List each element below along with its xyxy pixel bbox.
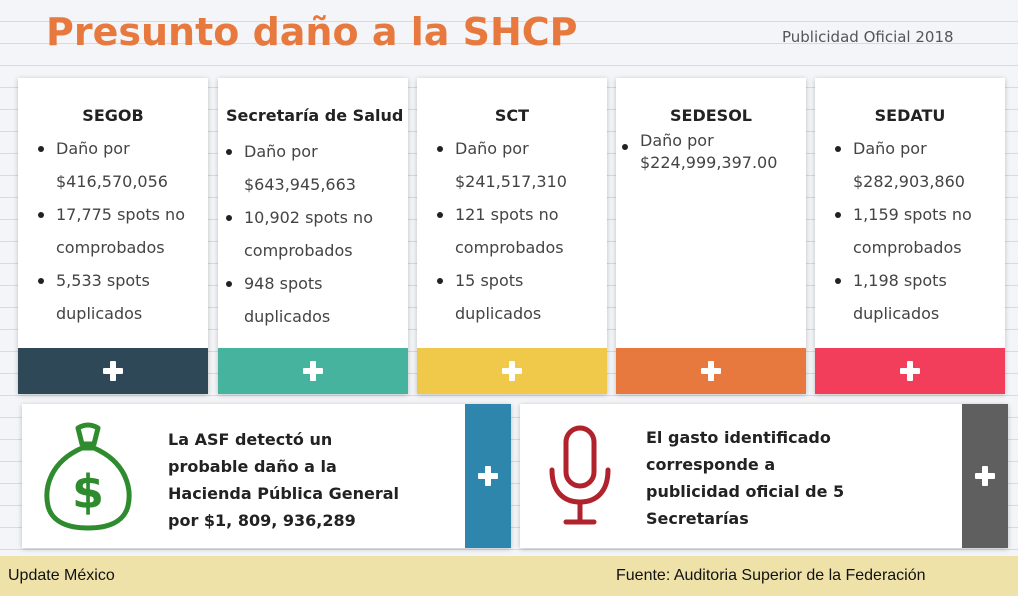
expand-button-sct[interactable] [417,348,607,394]
page-title: Presunto daño a la SHCP [46,10,578,54]
card-sedatu [815,78,1005,394]
plus-icon [900,361,920,381]
page-subtitle: Publicidad Oficial 2018 [782,28,954,46]
expand-button-asf[interactable] [465,404,511,548]
info-panel-asf [22,404,511,548]
list-item: 15 spots duplicados [437,264,601,330]
footer-bar [0,556,1018,596]
info-panel-gasto [520,404,1008,548]
expand-button-sedesol[interactable] [616,348,806,394]
card-list [437,132,601,330]
info-text-asf: La ASF detectó un probable daño a la Hacienda Pública General por $1, 809, 936,289 [168,430,400,530]
microphone-icon [540,422,620,532]
expand-button-gasto[interactable] [962,404,1008,548]
plus-icon [975,466,995,486]
expand-button-salud[interactable] [218,348,408,394]
list-item: Daño por $241,517,310 [437,132,601,198]
card-title: SCT [494,106,530,125]
expand-button-sedatu[interactable] [815,348,1005,394]
money-bag-icon [38,422,138,532]
list-item: 10,902 spots no comprobados [226,201,402,267]
plus-icon [502,361,522,381]
svg-text:$: $ [71,465,105,519]
expand-button-segob[interactable] [18,348,208,394]
list-item: Daño por $643,945,663 [226,135,402,201]
list-item: Daño por $416,570,056 [38,132,202,198]
card-title: SEGOB [82,106,144,125]
info-text-gasto: El gasto identificado corresponde a publicidad oficial de 5 Secretarías [646,428,845,528]
card-title: SEDESOL [670,106,752,125]
card-list [835,132,999,330]
plus-icon [303,361,323,381]
plus-icon [103,361,123,381]
list-item: 121 spots no comprobados [437,198,601,264]
card-list [622,130,800,174]
list-item: 1,198 spots duplicados [835,264,999,330]
list-item: 1,159 spots no comprobados [835,198,999,264]
card-list [38,132,202,330]
card-segob [18,78,208,394]
list-item: 948 spots duplicados [226,267,402,333]
card-sedesol [616,78,806,394]
list-item: 17,775 spots no comprobados [38,198,202,264]
card-sct [417,78,607,394]
card-salud [218,78,408,394]
card-title: SEDATU [874,106,946,125]
list-item: Daño por $224,999,397.00 [622,130,800,174]
plus-icon [701,361,721,381]
footer-brand: Update México [8,567,115,584]
list-item: Daño por $282,903,860 [835,132,999,198]
plus-icon [478,466,498,486]
footer-source: Fuente: Auditoria Superior de la Federación [616,567,926,584]
list-item: 5,533 spots duplicados [38,264,202,330]
card-title: Secretaría de Salud [226,106,404,125]
card-list [226,135,402,333]
